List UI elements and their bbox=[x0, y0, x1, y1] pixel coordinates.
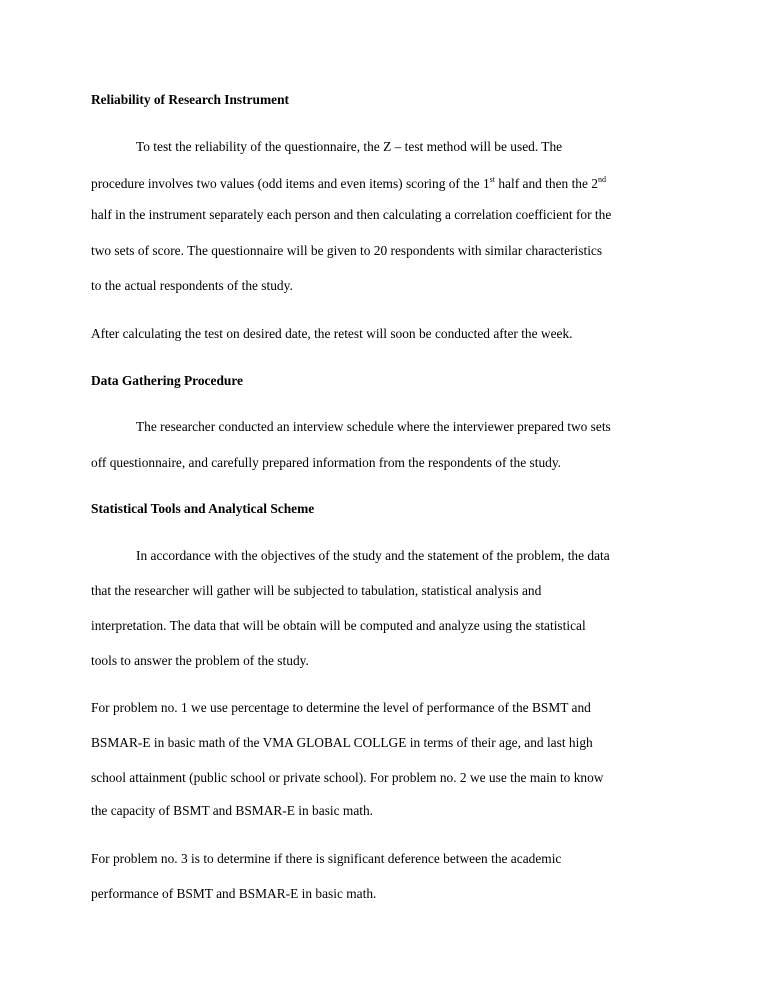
paragraph-line: interpretation. The data that will be obtain will be computed and analyze using the statistical bbox=[91, 618, 586, 633]
paragraph-line: For problem no. 3 is to determine if there is significant deference between the academic bbox=[91, 851, 562, 866]
superscript: nd bbox=[597, 174, 606, 184]
paragraph-line: After calculating the test on desired date, the retest will soon be conducted after the week. bbox=[91, 326, 573, 341]
paragraph-line: off questionnaire, and carefully prepared information from the respondents of the study. bbox=[91, 455, 562, 470]
text-span: procedure involves two values (odd items and even items) scoring of the 1 bbox=[91, 176, 490, 191]
paragraph-line: For problem no. 1 we use percentage to determine the level of performance of the BSMT and bbox=[91, 700, 591, 715]
paragraph-line: tools to answer the problem of the study. bbox=[91, 653, 309, 668]
paragraph-line: In accordance with the objectives of the study and the statement of the problem, the data bbox=[136, 548, 610, 563]
paragraph-line: school attainment (public school or private school). For problem no. 2 we use the main to know bbox=[91, 770, 604, 785]
heading-data-gathering: Data Gathering Procedure bbox=[91, 373, 243, 388]
paragraph-line: The researcher conducted an interview schedule where the interviewer prepared two sets bbox=[136, 419, 611, 434]
paragraph-line: the capacity of BSMT and BSMAR-E in basic math. bbox=[91, 803, 374, 818]
paragraph-line: two sets of score. The questionnaire will be given to 20 respondents with similar characteristics bbox=[91, 243, 603, 258]
paragraph-line: to the actual respondents of the study. bbox=[91, 278, 293, 293]
paragraph-line: half in the instrument separately each person and then calculating a correlation coefficient for the bbox=[91, 207, 612, 222]
heading-statistical-tools: Statistical Tools and Analytical Scheme bbox=[91, 501, 315, 516]
text-span: half and then the 2 bbox=[494, 176, 598, 191]
paragraph-line: performance of BSMT and BSMAR-E in basic math. bbox=[91, 886, 377, 901]
heading-reliability: Reliability of Research Instrument bbox=[91, 92, 289, 107]
paragraph-line: that the researcher will gather will be subjected to tabulation, statistical analysis and bbox=[91, 583, 542, 598]
superscript: st bbox=[489, 174, 495, 184]
paragraph-line: BSMAR-E in basic math of the VMA GLOBAL COLLGE in terms of their age, and last high bbox=[91, 735, 593, 750]
paragraph-line bbox=[91, 176, 606, 192]
paragraph-line: To test the reliability of the questionnaire, the Z – test method will be used. The bbox=[136, 139, 563, 154]
